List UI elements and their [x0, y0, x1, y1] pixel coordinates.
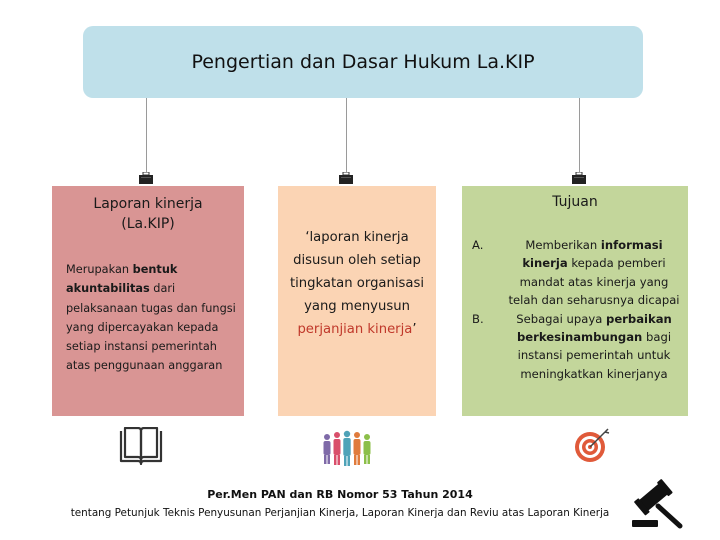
item-a-pre: Memberikan	[525, 238, 601, 252]
hanger-wire-right	[579, 98, 580, 172]
target-icon	[572, 428, 612, 464]
binder-clip-left-icon	[139, 172, 153, 184]
item-b-post: bagi instansi pemerintah untuk meningkatkan kinerjanya	[517, 330, 672, 381]
header-box	[83, 26, 643, 98]
card-middle-quote-end: ’	[412, 322, 417, 337]
card-quote	[278, 186, 436, 416]
card-left-body-post: dari pelaksanaan tugas dan fungsi yang dipercayakan kepada setiap instansi pemerintah atas penggunaan anggaran	[66, 282, 236, 373]
binder-clip-right-icon	[572, 172, 586, 184]
book-icon	[118, 427, 164, 465]
card-left-title-line2: (La.KIP)	[121, 216, 175, 232]
tujuan-list	[472, 236, 684, 383]
card-left-body-pre: Merupakan	[66, 263, 133, 276]
list-item-letter: B.	[472, 311, 484, 326]
footer-regulation-subtitle: tentang Petunjuk Teknis Penyusunan Perjanjian Kinerja, Laporan Kinerja dan Reviu atas Laporan Kinerja	[70, 507, 610, 519]
card-middle-quote-accent: perjanjian kinerja	[297, 322, 413, 337]
page-title: Pengertian dan Dasar Hukum La.KIP	[191, 51, 535, 73]
hanger-wire-left	[146, 98, 147, 172]
item-a-bold: informasi kinerja	[522, 238, 663, 271]
card-left-title-line1: Laporan kinerja	[93, 196, 203, 212]
card-tujuan	[462, 186, 688, 416]
hanger-wire-middle	[346, 98, 347, 172]
card-lakip-definition	[52, 186, 244, 416]
card-left-body-bold: bentuk akuntabilitas	[66, 263, 178, 296]
list-item-text	[504, 310, 684, 384]
list-item-text	[504, 236, 684, 310]
card-middle-body	[278, 226, 436, 341]
card-left-body	[66, 260, 242, 376]
gavel-icon	[630, 478, 686, 530]
list-item	[472, 236, 684, 310]
card-left-title	[52, 194, 244, 234]
card-middle-quote-main: ‘laporan kinerja disusun oleh setiap tingkatan organisasi yang menyusun	[289, 230, 425, 314]
card-right-title: Tujuan	[552, 194, 598, 210]
footer-regulation-title: Per.Men PAN dan RB Nomor 53 Tahun 2014	[207, 488, 473, 501]
people-icon	[322, 430, 372, 466]
item-b-pre: Sebagai upaya	[516, 311, 607, 326]
list-item-letter: A.	[472, 238, 484, 252]
binder-clip-middle-icon	[339, 172, 353, 184]
list-item	[472, 310, 684, 384]
item-a-post: kepada pemberi mandat atas kinerja yang telah dan seharusnya dicapai	[508, 256, 680, 308]
item-b-bold: perbaikan berkesinambungan	[516, 311, 672, 345]
